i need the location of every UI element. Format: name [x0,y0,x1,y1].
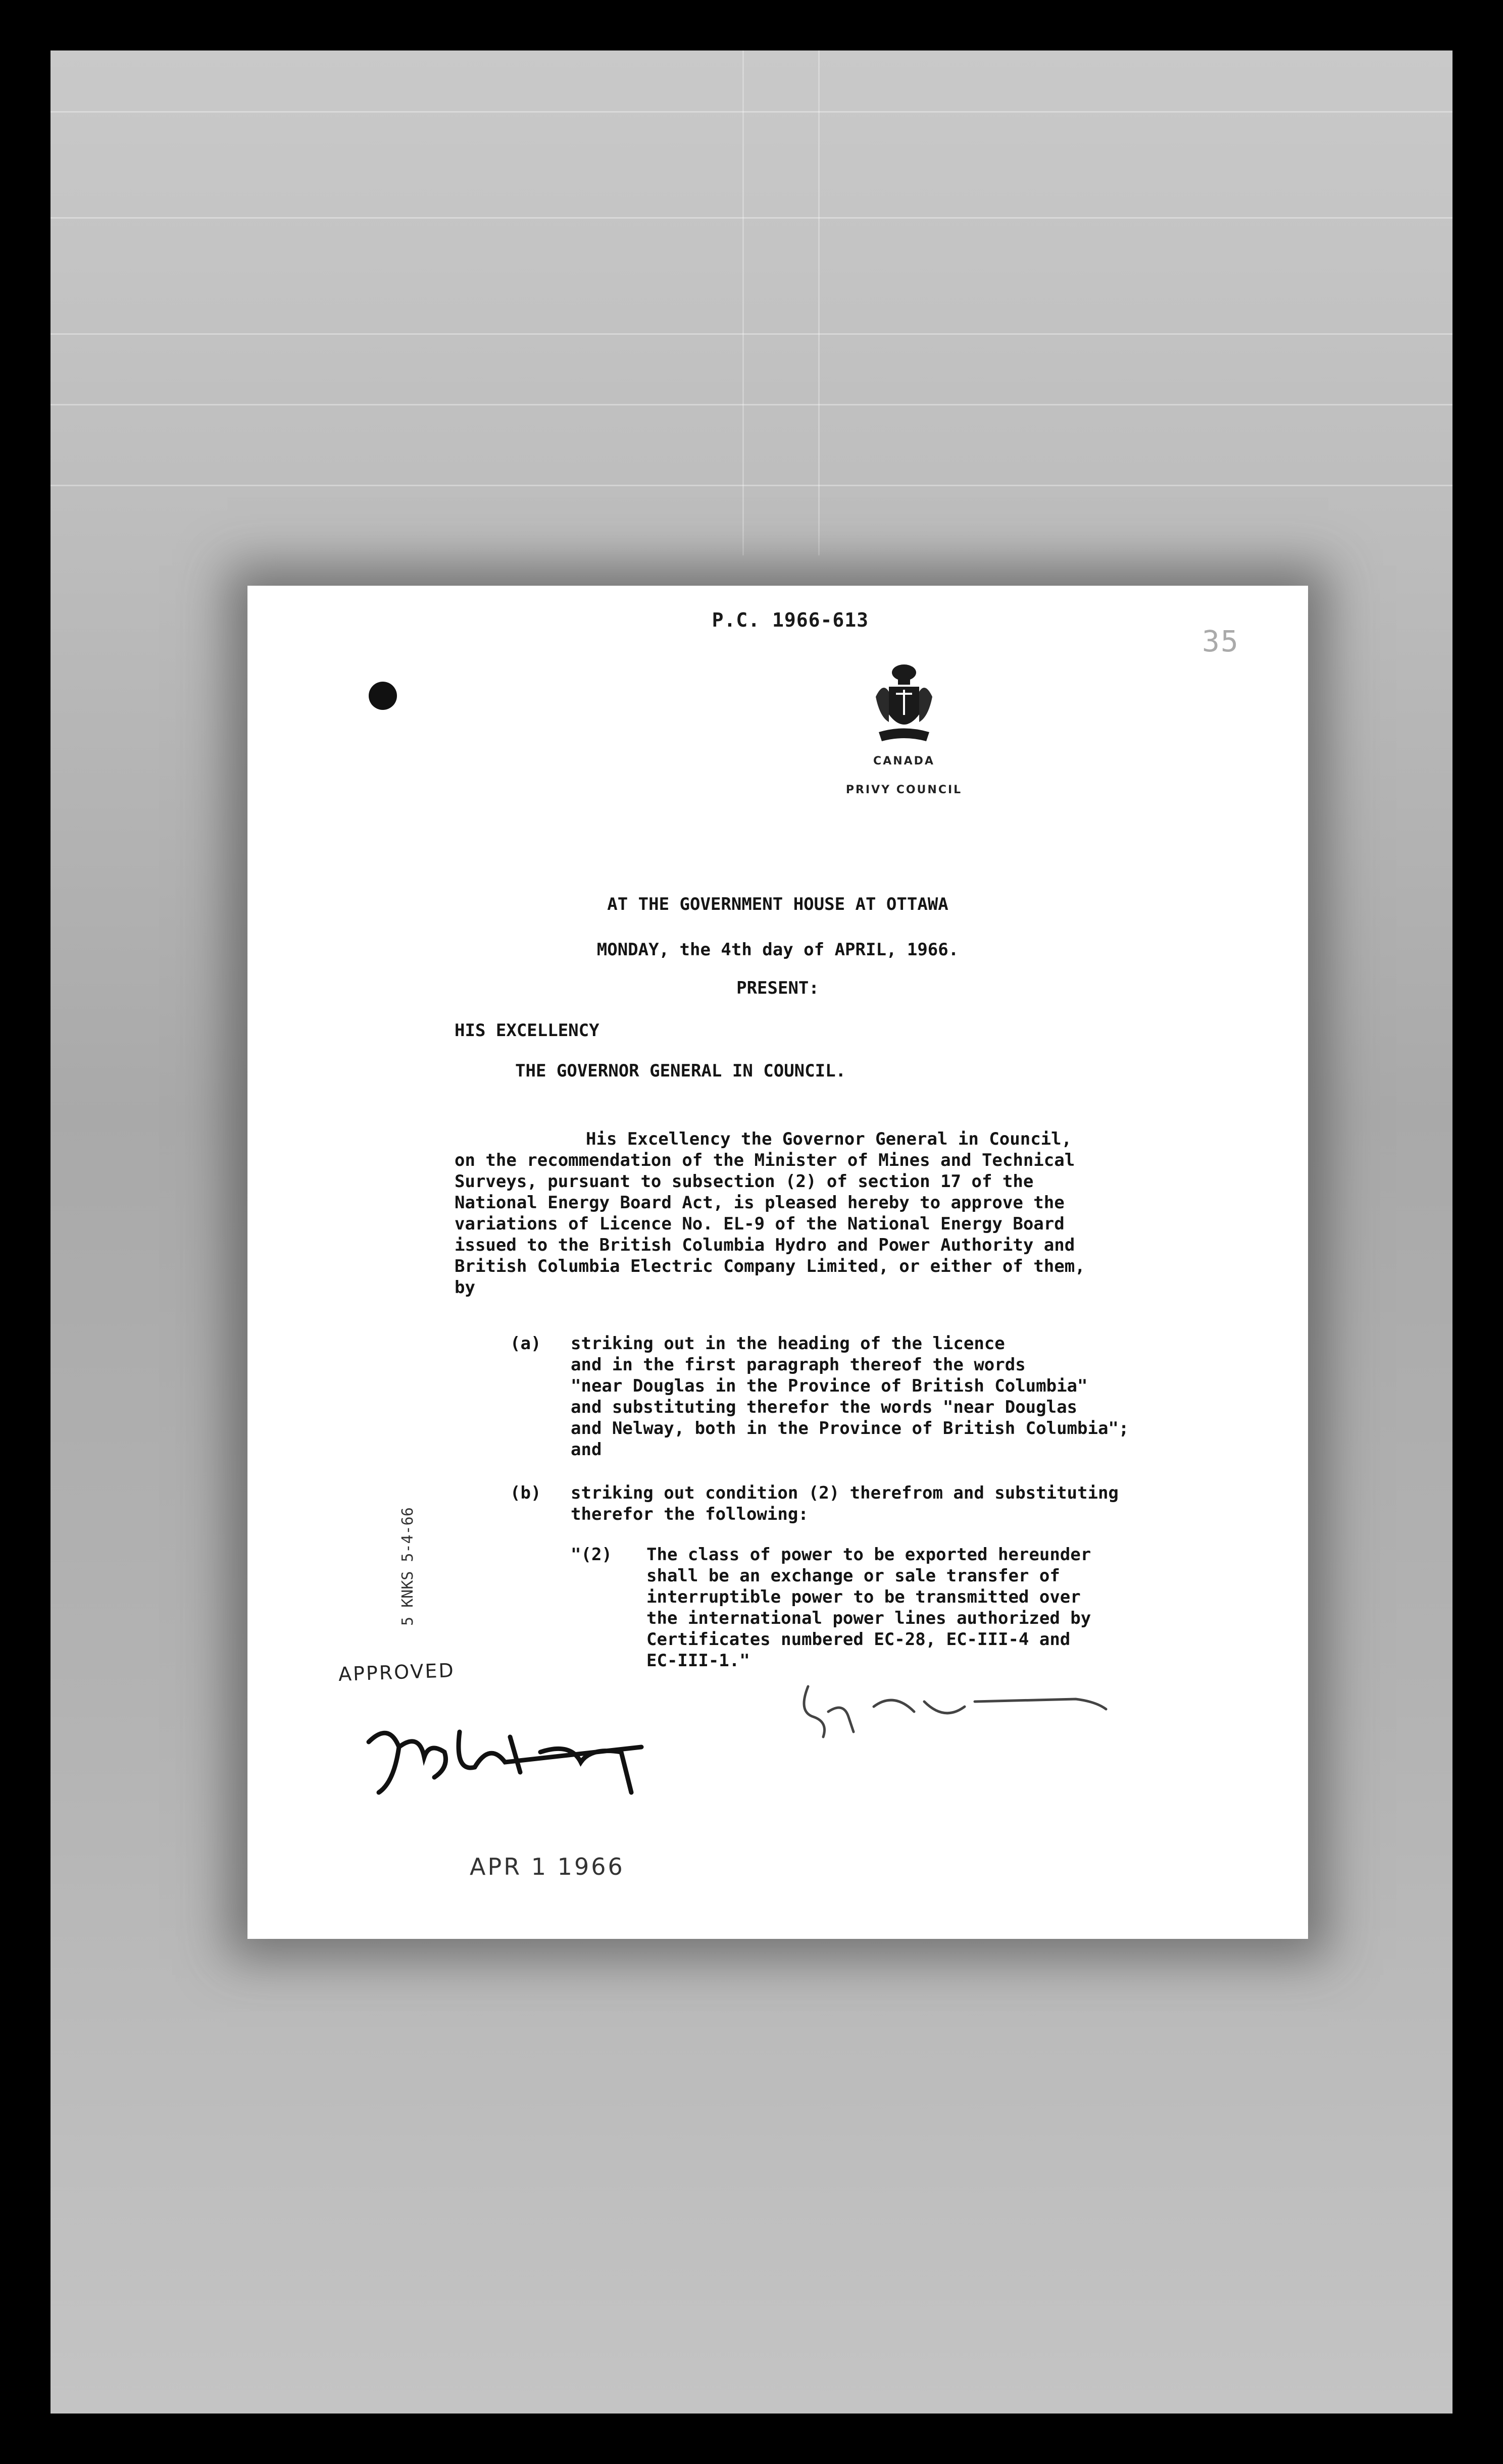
condition-line: interruptible power to be transmitted over [646,1587,1081,1607]
punch-hole [369,682,397,710]
film-crease [742,50,744,555]
intro-line: British Columbia Electric Company Limited, or either of them, [455,1256,1085,1276]
film-crease [818,50,820,555]
clerk-signature [793,1671,1126,1747]
item-a-line: and Nelway, both in the Province of British Columbia"; [571,1418,1129,1439]
condition-label: "(2) [571,1545,612,1565]
item-b-line: therefor the following: [571,1504,809,1524]
film-streak [51,217,1452,219]
film-streak [51,333,1452,335]
intro-line: variations of Licence No. EL-9 of the National Energy Board [455,1214,1065,1234]
item-b-label: (b) [510,1483,541,1503]
intro-line: by [455,1277,475,1298]
film-streak [51,404,1452,405]
item-b-line: striking out condition (2) therefrom and substituting [571,1483,1119,1503]
order-number: P.C. 1966-613 [712,609,869,631]
council-label: PRIVY COUNCIL [845,784,963,796]
film-streak [51,111,1452,113]
microfilm-frame [51,50,1452,2414]
intro-line: National Energy Board Act, is pleased hereby to approve the [455,1193,1065,1213]
intro-line: on the recommendation of the Minister of Mines and Technical [455,1150,1075,1170]
condition-line: Certificates numbered EC-28, EC-III-4 and [646,1629,1071,1650]
his-excellency: HIS EXCELLENCY [455,1020,599,1041]
item-a-line: and in the first paragraph thereof the words [571,1355,1026,1375]
condition-line: EC-III-1." [646,1651,750,1671]
item-a-line: striking out in the heading of the licence [571,1333,1005,1354]
margin-annotation: 5 KNKS 5-4-66 [399,1507,417,1626]
item-a-line: and substituting therefor the words "near Douglas [571,1397,1078,1417]
governor-signature [359,1712,702,1803]
approved-stamp: APPROVED [338,1659,456,1686]
approval-date-stamp: APR 1 1966 [470,1853,625,1880]
intro-line: issued to the British Columbia Hydro and Power Authority and [455,1235,1075,1255]
coat-of-arms-icon [874,661,934,747]
present-heading: PRESENT: [736,978,819,998]
film-streak [51,485,1452,486]
item-a-line: "near Douglas in the Province of British Columbia" [571,1376,1088,1396]
country-label: CANADA [873,755,935,767]
intro-line: Surveys, pursuant to subsection (2) of section 17 of the [455,1171,1034,1192]
governor-general: THE GOVERNOR GENERAL IN COUNCIL. [515,1061,846,1081]
condition-line: the international power lines authorized by [646,1608,1091,1628]
date-heading: MONDAY, the 4th day of APRIL, 1966. [596,940,959,960]
page-number: 35 [1202,624,1239,658]
intro-line: His Excellency the Governor General in Council, [586,1129,1072,1149]
condition-line: The class of power to be exported hereunder [646,1545,1091,1565]
document-page [247,586,1308,1939]
location-heading: AT THE GOVERNMENT HOUSE AT OTTAWA [607,894,948,914]
item-a-label: (a) [510,1333,541,1354]
item-a-line: and [571,1440,602,1460]
condition-line: shall be an exchange or sale transfer of [646,1566,1060,1586]
